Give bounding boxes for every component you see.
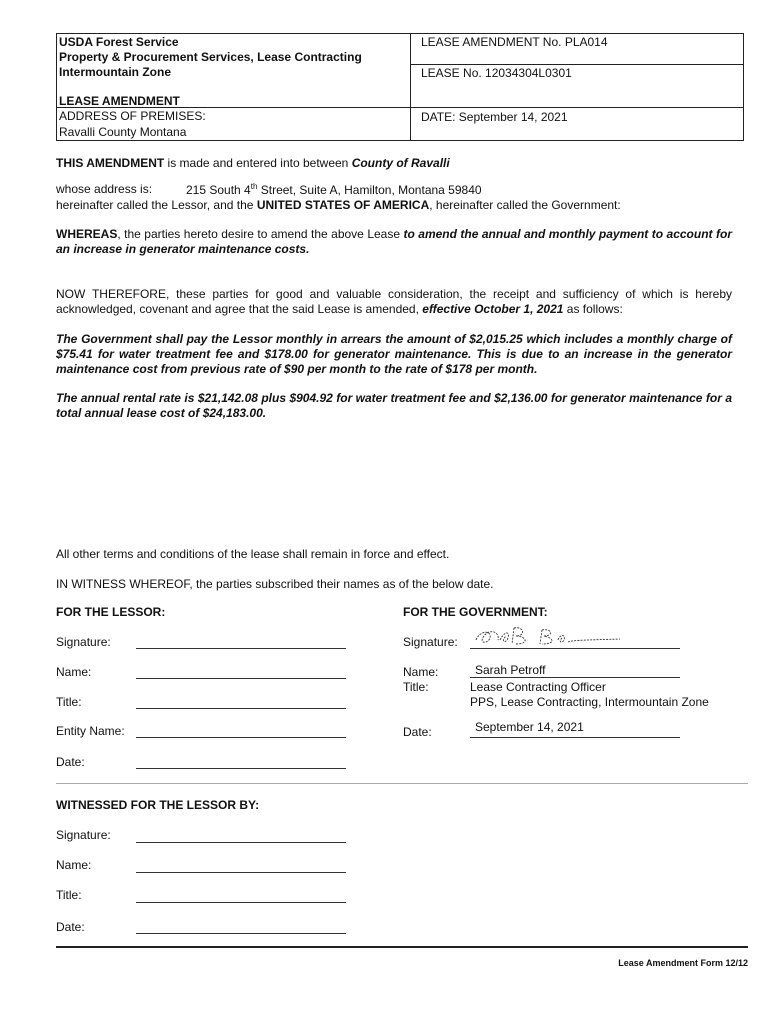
intro-party: County of Ravalli [351,156,450,170]
now-therefore-tail: as follows: [563,302,623,316]
address-line-label: whose address is: [56,182,153,196]
now-therefore-text: NOW THEREFORE, these parties for good and valuable consideration, the receipt and sufficiency of which is hereby acknowledged, covenant and agree that the said Lease is amended, [56,287,732,316]
remain-in-force: All other terms and conditions of the lease shall remain in force and effect. [56,547,450,561]
lessor-line-b: UNITED STATES OF AMERICA [256,198,430,212]
government-signature-label: Signature: [403,635,458,649]
lessor-heading: FOR THE LESSOR: [56,605,166,619]
header-divider [410,107,411,140]
government-heading: FOR THE GOVERNMENT: [403,605,548,619]
intro-lead: THIS AMENDMENT [56,156,165,170]
address-value: Ravalli County Montana [59,125,187,139]
intro-line [56,156,450,170]
handwritten-signature [470,622,630,652]
government-name-line [470,677,680,678]
lessor-entity-line[interactable] [136,737,346,738]
form-identifier: Lease Amendment Form 12/12 [618,958,748,968]
whereas-text: , the parties hereto desire to amend the above Lease [117,227,404,241]
witness-signature-line[interactable] [136,842,346,843]
witness-title-label: Title: [56,888,82,902]
lease-number: LEASE No. 12034304L0301 [421,66,572,80]
intro-text: is made and entered into between [164,156,352,170]
street-number: 215 South 4 [186,183,251,197]
witnessed-heading: WITNESSED FOR THE LESSOR BY: [56,798,260,812]
street-suffix: th [250,182,258,191]
witness-name-label: Name: [56,858,92,872]
amendment-number: LEASE AMENDMENT No. PLA014 [421,35,608,49]
lessor-title-label: Title: [56,695,82,709]
lessor-line-c: , hereinafter called the Government: [429,198,621,212]
lessor-title-line[interactable] [136,708,346,709]
now-therefore-paragraph [56,287,732,317]
agency-name: USDA Forest Service [59,35,179,49]
effective-date: effective October 1, 2021 [422,302,564,316]
lessor-signature-label: Signature: [56,635,111,649]
government-title-label: Title: [403,680,429,694]
lessor-name-line[interactable] [136,678,346,679]
section-divider [56,783,748,784]
zone-name: Intermountain Zone [59,65,171,79]
lessor-date-line[interactable] [136,768,346,769]
lessor-name-label: Name: [56,665,92,679]
witness-date-label: Date: [56,920,85,934]
witness-signature-label: Signature: [56,828,111,842]
whereas-paragraph [56,227,732,257]
whereas-purpose: to amend the annual and monthly payment to account for an increase in generator maintenance costs. [56,227,732,256]
lessor-date-label: Date: [56,755,85,769]
amendment-date: DATE: September 14, 2021 [421,110,568,124]
government-date-value: September 14, 2021 [475,720,584,734]
address-line-value [186,182,482,197]
witness-title-line[interactable] [136,902,346,903]
in-witness-whereof: IN WITNESS WHEREOF, the parties subscribed their names as of the below date. [56,577,494,591]
address-line [56,182,152,196]
whereas-lead: WHEREAS [56,227,118,241]
lessor-line [56,198,621,212]
division-name: Property & Procurement Services, Lease Contracting [59,50,362,64]
doc-type: LEASE AMENDMENT [59,94,180,108]
government-date-label: Date: [403,725,432,739]
government-name-label: Name: [403,665,439,679]
footer-rule [56,946,748,948]
street-rest: Street, Suite A, Hamilton, Montana 59840 [257,183,482,197]
header-box [56,33,744,141]
witness-name-line[interactable] [136,872,346,873]
lessor-signature-line[interactable] [136,648,346,649]
address-label: ADDRESS OF PREMISES: [59,109,206,123]
lessor-entity-label: Entity Name: [56,724,125,738]
lessor-line-a: hereinafter called the Lessor, and the [56,198,257,212]
monthly-terms: The Government shall pay the Lessor monthly in arrears the amount of $2,015.25 which includes a monthly charge of $75.41 for water treatment fee and $178.00 for generator maintenance. This is due to an increase in the generator maintenance cost from previous rate of $90 per month to the rate of $178 per month. [56,332,732,376]
witness-date-line[interactable] [136,933,346,934]
government-name-value: Sarah Petroff [475,663,546,677]
government-title-value-2: PPS, Lease Contracting, Intermountain Zone [470,695,709,709]
government-date-line [470,737,680,738]
government-title-value-1: Lease Contracting Officer [470,680,606,694]
annual-terms: The annual rental rate is $21,142.08 plus $904.92 for water treatment fee and $2,136.00 for generator maintenance for a total annual lease cost of $24,183.00. [56,391,732,420]
header-divider [410,34,411,107]
